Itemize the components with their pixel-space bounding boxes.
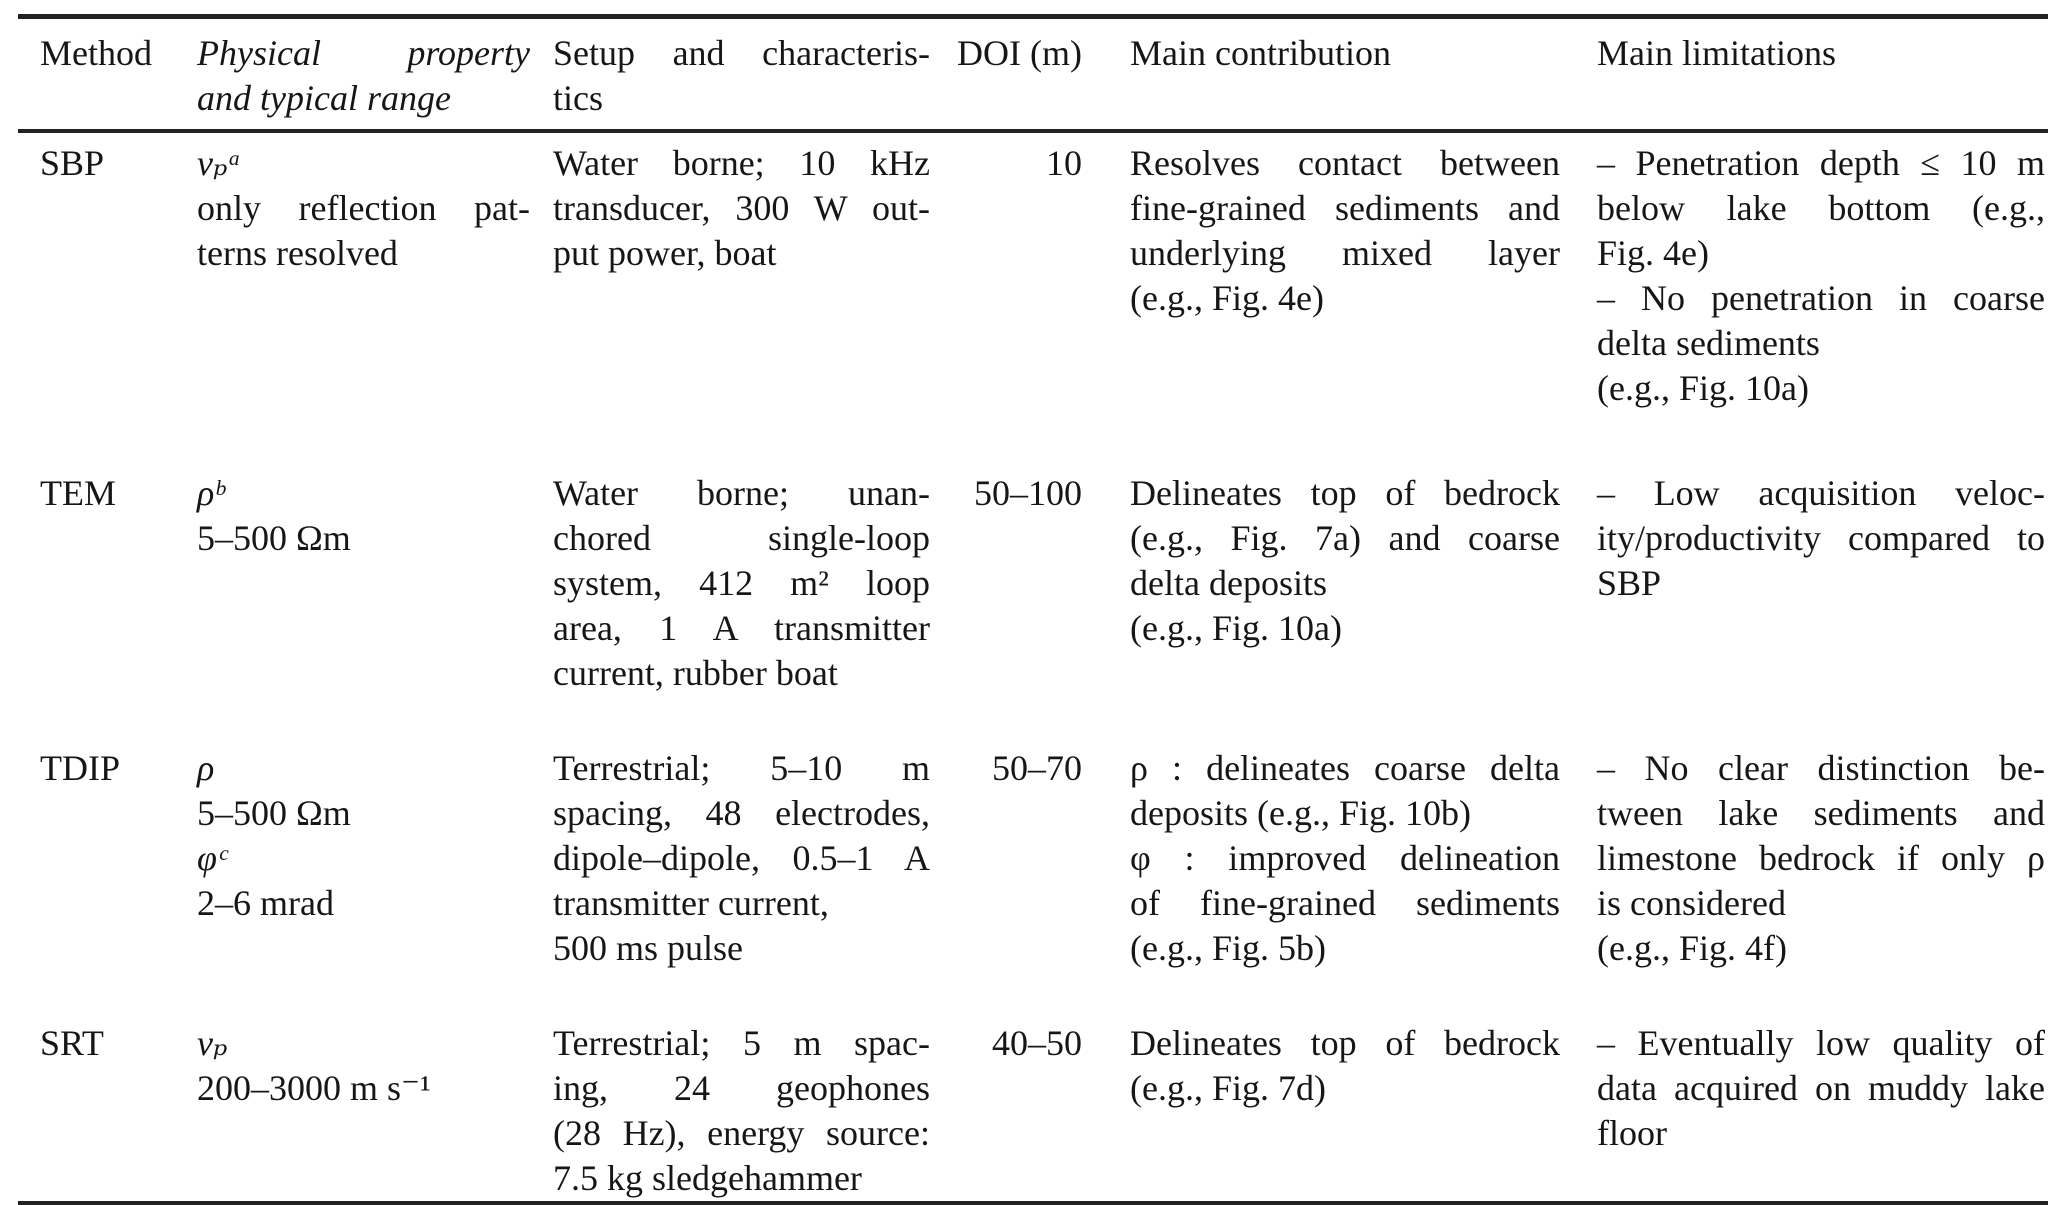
setup-cell: Terrestrial; 5–10 m spacing, 48 electrodes, dipole–dipole, 0.5–1 A transmitter current, 500 ms pulse (553, 748, 930, 968)
limitations-cell: – Eventually low quality of data acquired on muddy lake floor (1597, 1023, 2045, 1153)
contribution-cell: Resolves contact between fine-grained sediments and underlying mixed layer (e.g., Fig. 4e) (1130, 143, 1560, 318)
doi-cell: 50–100 (974, 473, 1082, 513)
header-setup: Setup and characteris- tics (553, 33, 930, 118)
table-header-row (18, 19, 2048, 133)
setup-cell: Water borne; unan- chored single-loop system, 412 m² loop area, 1 A transmitter current, rubber boat (553, 473, 930, 693)
doi-cell: 10 (1046, 143, 1082, 183)
method-cell: SRT (40, 1023, 104, 1063)
setup-cell: Water borne; 10 kHz transducer, 300 W out- put power, boat (553, 143, 930, 273)
physical-property-cell: ρᵇ 5–500 Ωm (197, 473, 351, 558)
physical-property-cell: vₚ 200–3000 m s⁻¹ (197, 1023, 431, 1108)
method-cell: TDIP (40, 748, 120, 788)
table-row-srt (18, 1013, 2048, 1201)
header-method: Method (40, 33, 152, 73)
table-row-tdip (18, 738, 2048, 1013)
physical-property-cell: ρ 5–500 Ωm φᶜ 2–6 mrad (197, 748, 351, 923)
contribution-cell: Delineates top of bedrock (e.g., Fig. 7d) (1130, 1023, 1560, 1108)
physical-property-cell: vₚᵃ only reflection pat- terns resolved (197, 143, 530, 273)
header-doi: DOI (m) (957, 33, 1082, 73)
methods-comparison-table (18, 14, 2048, 1205)
header-main-contribution: Main contribution (1130, 33, 1391, 73)
table-row-tem (18, 463, 2048, 738)
method-cell: SBP (40, 143, 105, 183)
table-row-sbp (18, 133, 2048, 463)
limitations-cell: – Low acquisition veloc- ity/productivity compared to SBP (1597, 473, 2045, 603)
header-main-limitations: Main limitations (1597, 33, 1836, 73)
contribution-cell: Delineates top of bedrock (e.g., Fig. 7a) and coarse delta deposits (e.g., Fig. 10a) (1130, 473, 1560, 648)
limitations-cell: – Penetration depth ≤ 10 m below lake bottom (e.g., Fig. 4e) – No penetration in coarse delta sediments (e.g., Fig. 10a) (1597, 143, 2045, 408)
limitations-cell: – No clear distinction be- tween lake sediments and limestone bedrock if only ρ is considered (e.g., Fig. 4f) (1597, 748, 2045, 968)
doi-cell: 50–70 (992, 748, 1082, 788)
contribution-cell: ρ : delineates coarse delta deposits (e.g., Fig. 10b) φ : improved delineation of fine-grained sediments (e.g., Fig. 5b) (1130, 748, 1560, 968)
method-cell: TEM (40, 473, 116, 513)
table-body (18, 133, 2048, 1201)
doi-cell: 40–50 (992, 1023, 1082, 1063)
header-physical-property: Physical property and typical range (197, 33, 530, 118)
setup-cell: Terrestrial; 5 m spac- ing, 24 geophones (28 Hz), energy source: 7.5 kg sledgehammer (553, 1023, 930, 1198)
